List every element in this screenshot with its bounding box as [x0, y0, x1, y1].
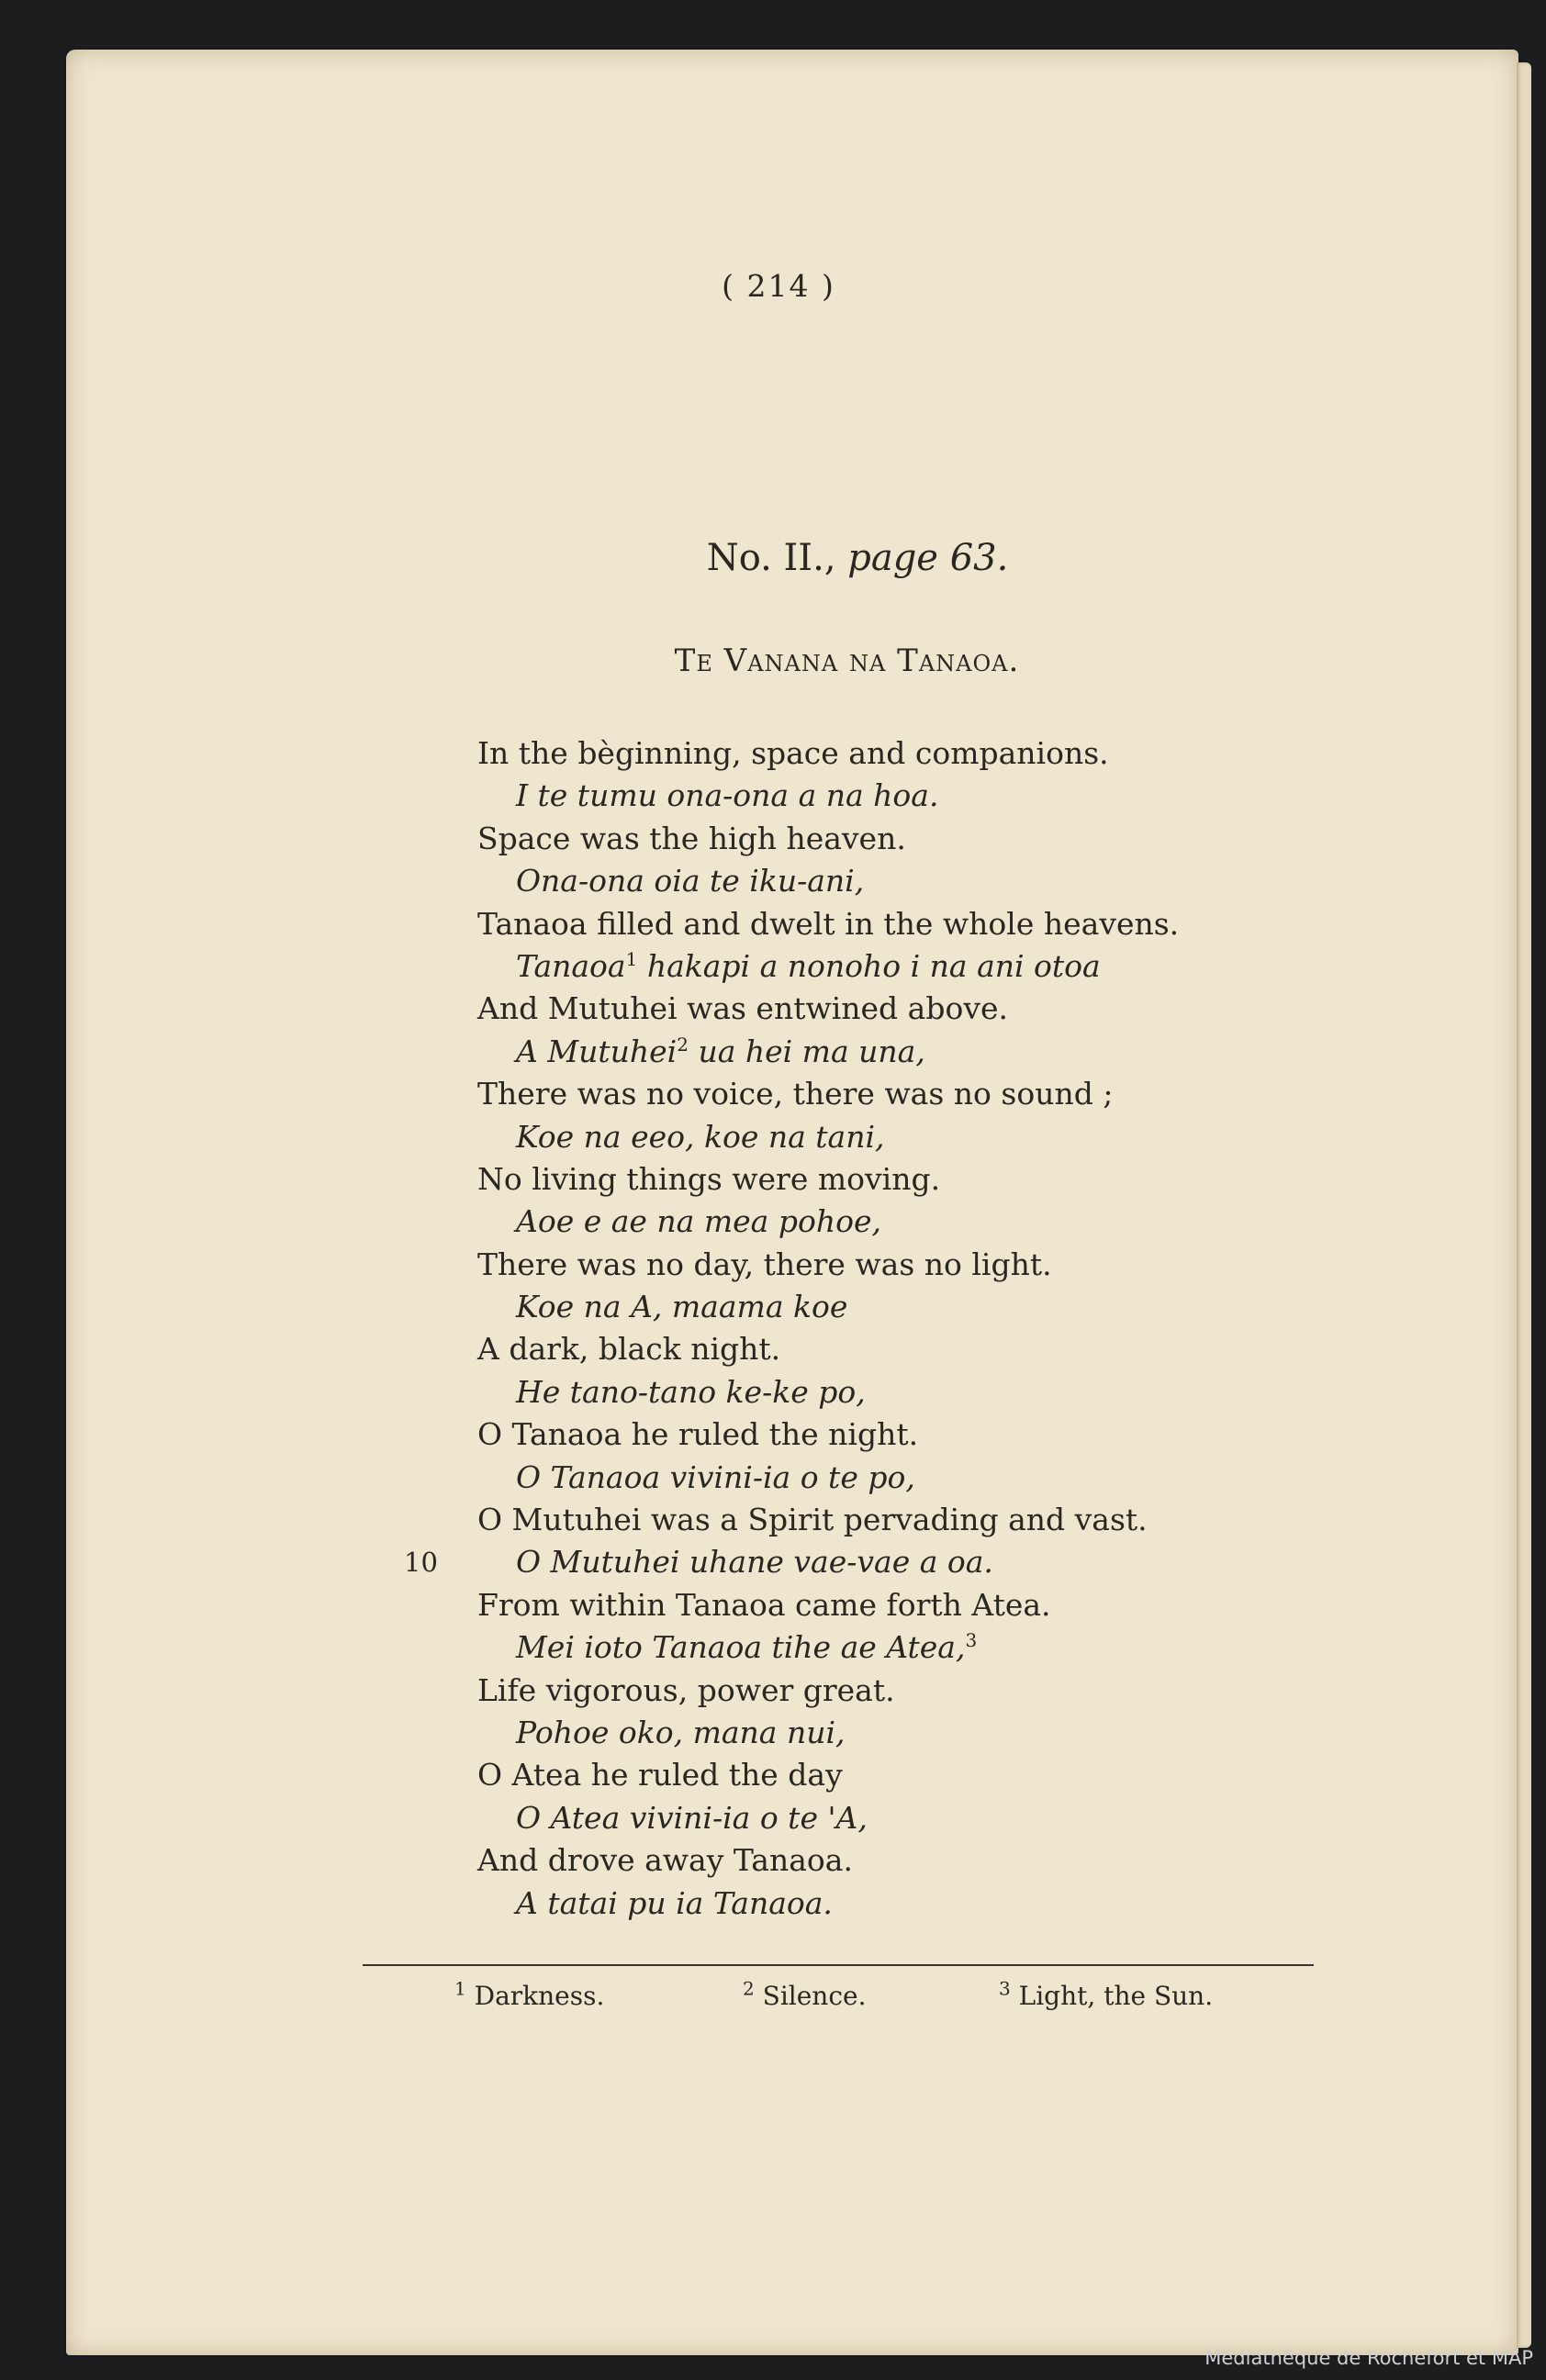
line-text: Space was the high heaven. — [477, 820, 906, 856]
poem-translation-line — [477, 945, 1304, 988]
poem-translation-line — [477, 1457, 1304, 1499]
poem-line — [477, 903, 1304, 945]
line-text: From within Tanaoa came forth Atea. — [477, 1586, 1051, 1623]
footnote-rule — [363, 1964, 1314, 1966]
line-text: Mei ioto Tanaoa tihe ae Atea, — [516, 1629, 966, 1666]
poem-translation-line — [477, 1201, 1304, 1243]
poem-line — [477, 1244, 1304, 1286]
poem-line — [477, 1670, 1304, 1712]
poem-translation-line — [477, 1712, 1304, 1754]
footnote-text: Darkness. — [465, 1981, 605, 2011]
footnote-text: Silence. — [754, 1981, 867, 2011]
poem-line — [477, 1158, 1304, 1201]
poem-translation-line — [477, 1116, 1304, 1158]
line-text: Koe na eeo, koe na tani, — [516, 1118, 885, 1155]
poem-line — [477, 1754, 1304, 1796]
line-text: Life vigorous, power great. — [477, 1671, 895, 1708]
line-text: There was no day, there was no light. — [477, 1246, 1052, 1282]
line-text: There was no voice, there was no sound ; — [477, 1076, 1114, 1112]
watermark: Médiathèque de Rochefort et MAP — [1204, 2347, 1533, 2369]
line-text: Tanaoa — [516, 947, 626, 984]
line-text: Aoe e ae na mea pohoe, — [516, 1203, 881, 1240]
footnote-text: Light, the Sun. — [1010, 1981, 1214, 2011]
poem-body — [404, 732, 1304, 1925]
poem-translation-line — [477, 1031, 1304, 1073]
footnote-1 — [454, 1977, 605, 2011]
footnote-2 — [743, 1977, 867, 2011]
line-text: O Atea he ruled the day — [477, 1757, 843, 1793]
page-number: ( 214 ) — [722, 268, 835, 304]
footnote-mark: 1 — [454, 1977, 466, 2000]
line-text: Ona-ona oia te iku-ani, — [516, 863, 865, 899]
section-heading — [0, 537, 1546, 579]
line-text: I te tumu ona-ona a na hoa. — [516, 777, 939, 814]
line-text: O Mutuhei uhane vae-vae a oa. — [516, 1544, 993, 1581]
line-text: And drove away Tanaoa. — [477, 1842, 853, 1879]
poem-translation-line — [477, 1626, 1304, 1669]
footnote-reference: 3 — [965, 1629, 978, 1652]
line-text: O Atea vivini-ia o te 'A, — [516, 1799, 868, 1836]
line-text: A dark, black night. — [477, 1331, 781, 1368]
line-text: A tatai pu ia Tanaoa. — [516, 1884, 833, 1921]
poem-line — [477, 1073, 1304, 1115]
line-text: In the bèginning, space and companions. — [477, 735, 1109, 771]
footnote-reference: 2 — [677, 1033, 689, 1056]
poem-translation-line — [404, 1541, 1304, 1583]
line-text-rest: hakapi a nonoho i na ani otoa — [637, 947, 1101, 984]
footnote-3 — [999, 1977, 1214, 2011]
section-page-ref: page 63. — [847, 537, 1009, 579]
line-text: O Mutuhei was a Spirit pervading and vast. — [477, 1502, 1148, 1538]
section-label: No. II., — [706, 537, 836, 579]
page-edge — [1517, 62, 1531, 2348]
poem-translation-line — [477, 1883, 1304, 1925]
line-number: 10 — [404, 1547, 438, 1579]
line-text: No living things were moving. — [477, 1160, 941, 1197]
poem-line — [477, 818, 1304, 860]
line-text: A Mutuhei — [516, 1033, 678, 1069]
footnote-mark: 3 — [999, 1977, 1011, 2000]
footnotes — [454, 1977, 1281, 2023]
footnote-mark: 2 — [743, 1977, 755, 2000]
poem-translation-line — [477, 1797, 1304, 1839]
line-text: Tanaoa filled and dwelt in the whole heavens. — [477, 905, 1180, 942]
poem-line — [477, 1499, 1304, 1541]
poem-line — [477, 1839, 1304, 1882]
poem-line — [477, 1413, 1304, 1456]
poem-translation-line — [477, 775, 1304, 817]
line-text: Koe na A, maama koe — [516, 1289, 848, 1325]
poem-translation-line — [477, 1286, 1304, 1328]
poem-line — [477, 1328, 1304, 1370]
poem-line — [477, 732, 1304, 775]
line-text-rest: ua hei ma una, — [688, 1033, 925, 1069]
line-text: And Mutuhei was entwined above. — [477, 990, 1008, 1027]
poem-line — [477, 1584, 1304, 1626]
poem-translation-line — [477, 1371, 1304, 1413]
line-text: O Tanaoa he ruled the night. — [477, 1416, 919, 1453]
poem-line — [477, 988, 1304, 1030]
line-text: Pohoe oko, mana nui, — [516, 1714, 846, 1750]
line-text: He tano-tano ke-ke po, — [516, 1373, 866, 1410]
footnote-reference: 1 — [625, 947, 638, 970]
poem-title: Te Vanana na Tanaoa. — [674, 642, 1020, 679]
line-text: O Tanaoa vivini-ia o te po, — [516, 1458, 915, 1495]
poem-translation-line — [477, 860, 1304, 902]
